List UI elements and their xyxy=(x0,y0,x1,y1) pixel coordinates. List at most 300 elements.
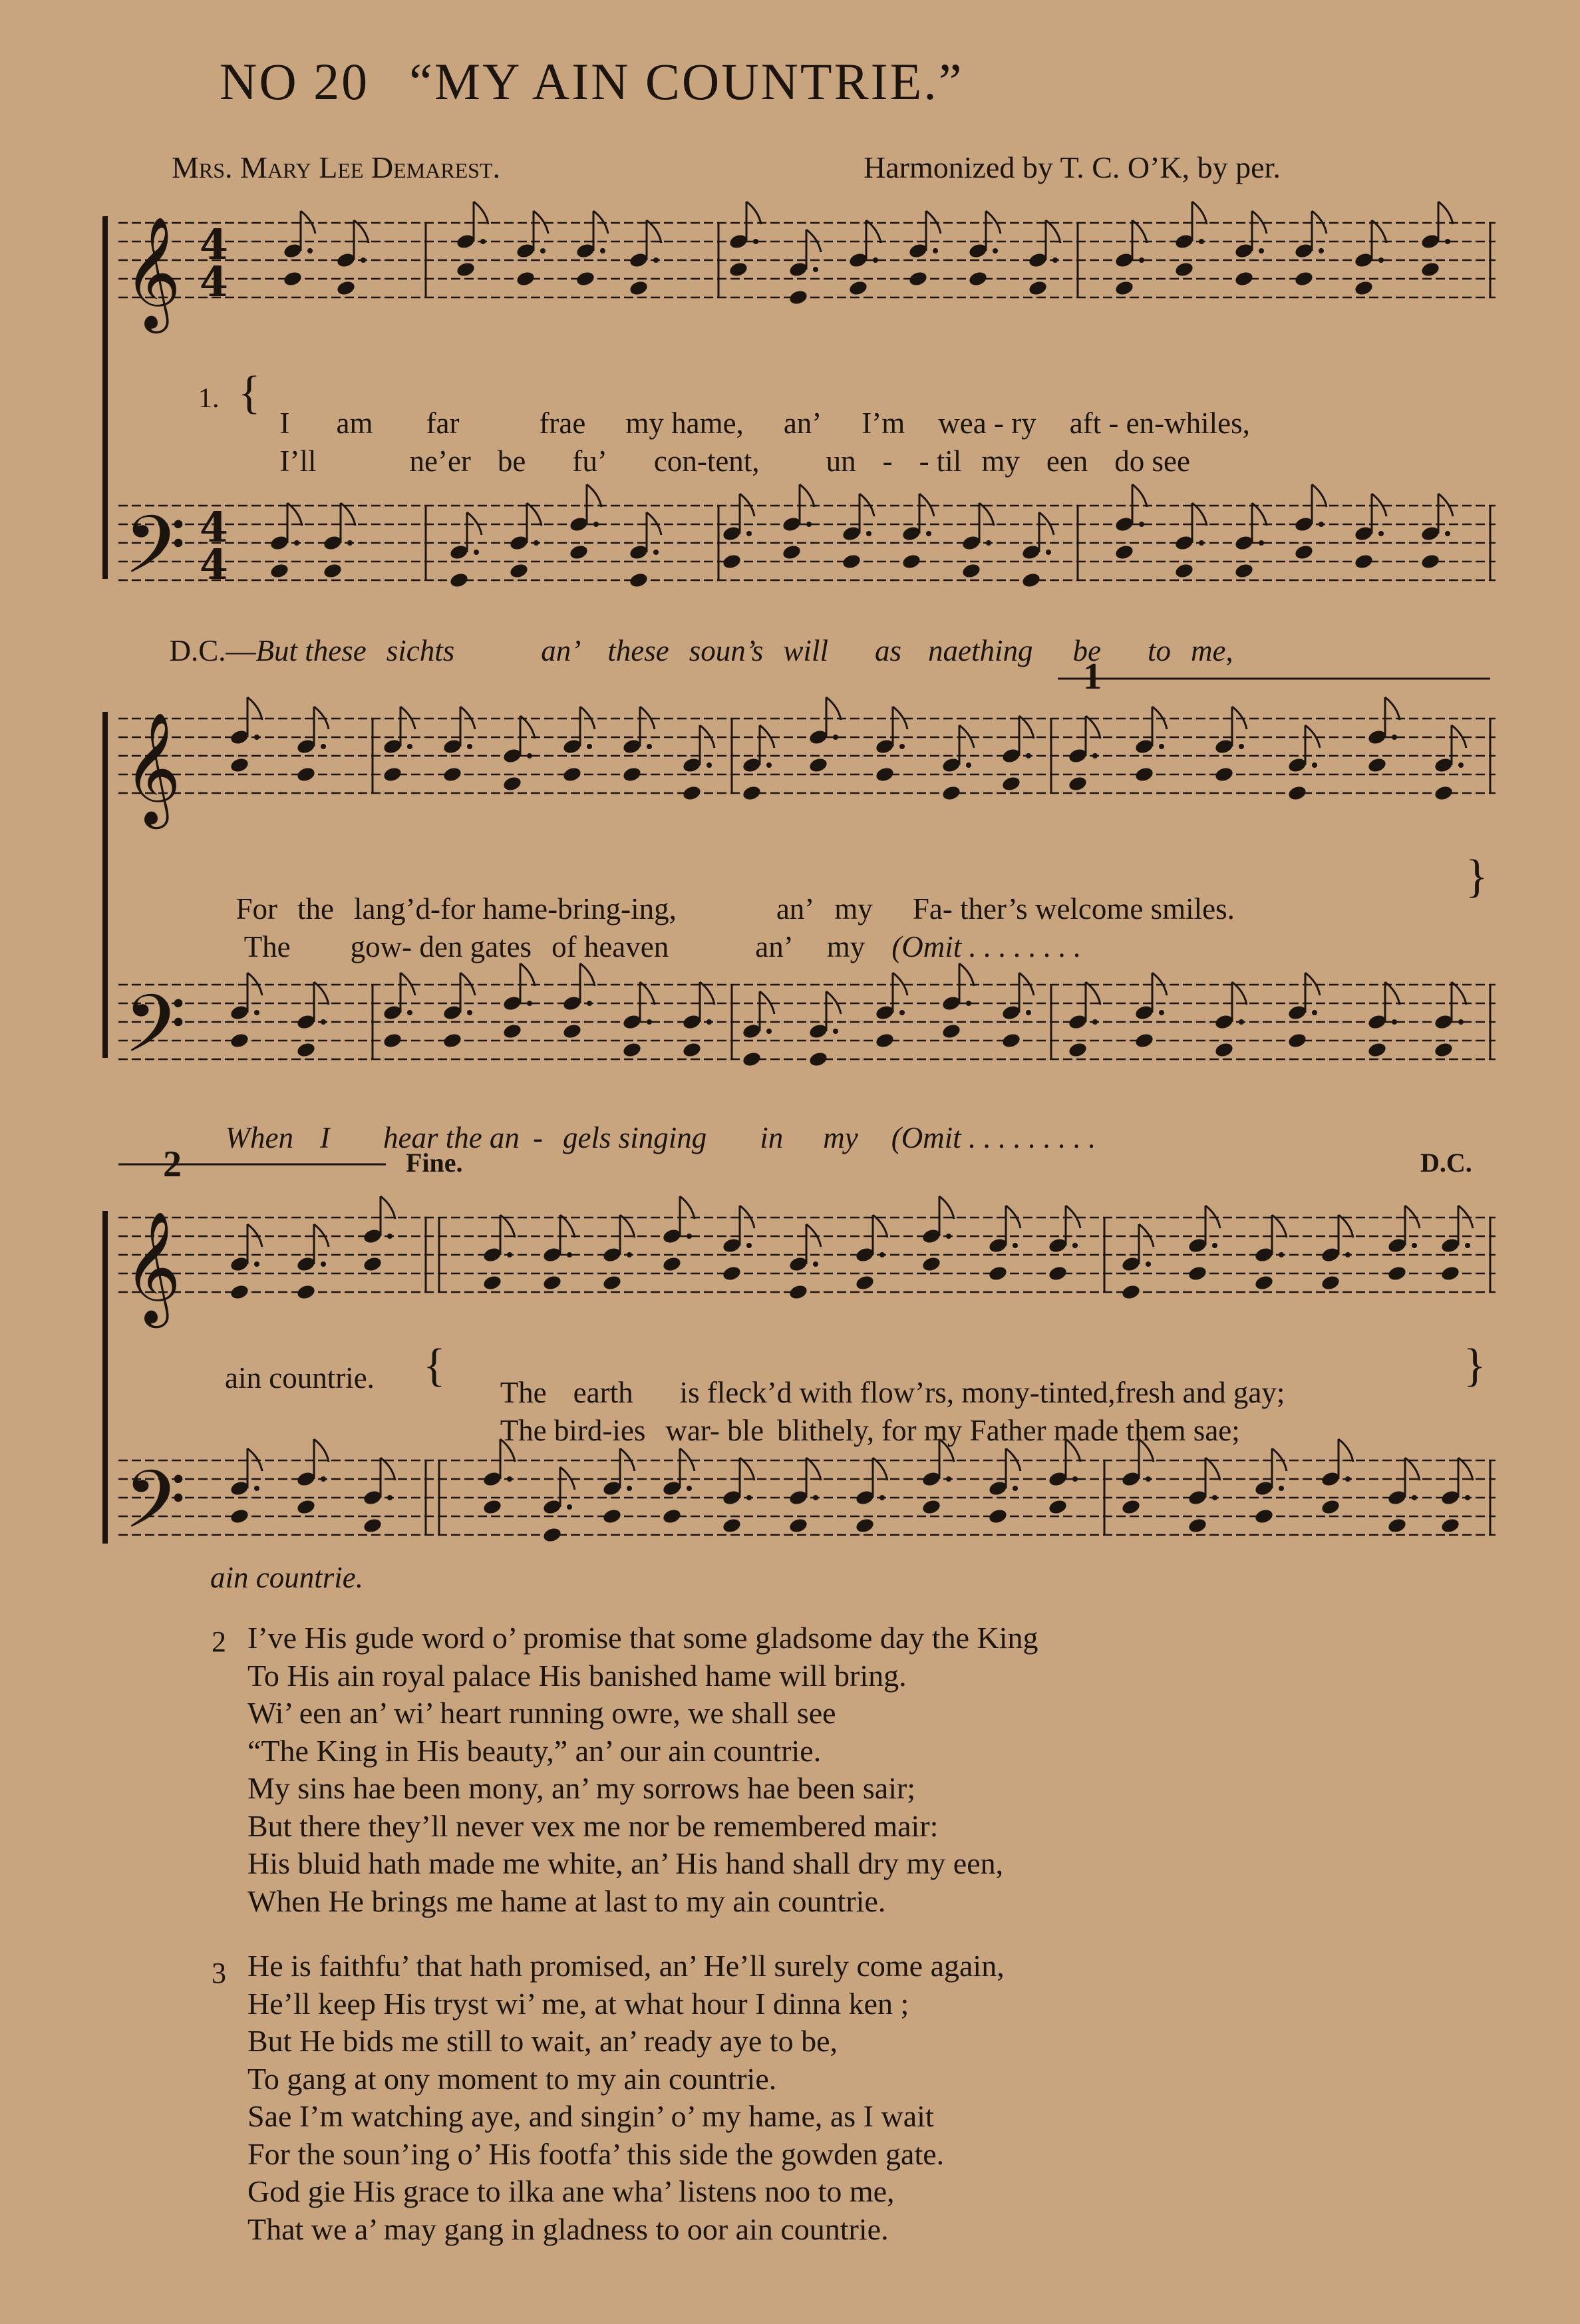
verse-line: My sins hae been mony, an’ my sorrows hae been sair; xyxy=(247,1771,916,1805)
lyric-word: will xyxy=(783,634,828,667)
lyric-word: my xyxy=(823,1121,858,1154)
note-head xyxy=(722,1517,742,1534)
note-head xyxy=(629,572,649,589)
lyric-word: me, xyxy=(1190,634,1233,667)
bass-clef: 𝄢 xyxy=(124,499,186,611)
lyric-word: (Omit . . . . . . . . xyxy=(891,930,1082,963)
dot xyxy=(899,744,905,749)
note-head xyxy=(1048,1265,1068,1282)
note-head xyxy=(1214,766,1235,783)
bass-clef: 𝄢 xyxy=(124,1454,186,1566)
dot xyxy=(254,735,259,740)
dot xyxy=(254,1261,259,1267)
lyric-word: wea - ry xyxy=(938,407,1036,440)
verse-line: But there they’ll never vex me nor be remembered mair: xyxy=(247,1808,939,1843)
note-flag xyxy=(520,963,535,986)
lyric-word: But these xyxy=(255,634,367,667)
note-head xyxy=(1387,1265,1408,1282)
dot xyxy=(321,1261,326,1267)
note-head xyxy=(296,1283,317,1301)
note-head xyxy=(1001,1032,1022,1049)
note-flag xyxy=(381,1196,395,1219)
dot xyxy=(753,239,758,244)
dot xyxy=(873,257,878,263)
note-head xyxy=(323,562,343,580)
note-head xyxy=(569,544,589,561)
note-flag xyxy=(1339,1439,1353,1462)
note-head xyxy=(575,270,596,287)
system2-lower-lyric xyxy=(210,1086,1096,1155)
dot xyxy=(687,1486,692,1491)
dot xyxy=(746,531,752,536)
lyric-word: an’ xyxy=(755,930,794,963)
arranger-credit: Harmonized by T. C. O’K, by per. xyxy=(864,150,1281,184)
lyric-word: - til xyxy=(919,444,962,478)
note-head xyxy=(1048,1498,1068,1516)
dot xyxy=(1392,735,1397,740)
note-head xyxy=(1214,1041,1235,1059)
dot xyxy=(1378,257,1384,263)
lyric-word: - xyxy=(532,1121,543,1154)
lyric-word: ne’er xyxy=(409,444,471,478)
note-head xyxy=(682,784,703,802)
dot xyxy=(587,744,592,749)
verse-line: For the soun’ing o’ His footfa’ this side the gowden gate. xyxy=(247,2136,945,2171)
note-head xyxy=(449,572,470,589)
dot xyxy=(1146,1476,1151,1482)
note-head xyxy=(722,1265,742,1282)
system3-lower-lyric: ain countrie. xyxy=(210,1561,363,1594)
dot xyxy=(254,1010,259,1015)
lyric-word: fu’ xyxy=(572,444,607,478)
lyric-word: an’ xyxy=(783,407,822,440)
note-head xyxy=(682,1041,703,1059)
dot xyxy=(1319,522,1324,527)
lyric-word: my xyxy=(981,444,1020,478)
lyric-word: soun’s xyxy=(689,634,764,667)
dot xyxy=(806,522,812,527)
note-head xyxy=(442,1032,463,1049)
note-head xyxy=(1321,1498,1341,1516)
dot xyxy=(1465,1495,1470,1500)
note-head xyxy=(1440,1265,1461,1282)
dot xyxy=(1046,550,1051,555)
dot xyxy=(1239,1019,1244,1025)
verse-line: To gang at ony moment to my ain countrie. xyxy=(247,2061,777,2096)
time-sig-top: 4 xyxy=(200,503,228,552)
note-flag xyxy=(680,1196,695,1219)
dot xyxy=(879,1252,885,1257)
dot xyxy=(467,744,472,749)
note-head xyxy=(988,1508,1009,1525)
note-head xyxy=(1001,775,1022,792)
note-head xyxy=(875,1032,895,1049)
refrain-line2 xyxy=(486,1379,1240,1448)
verse-2 xyxy=(247,1620,1038,1921)
note-head xyxy=(622,1041,643,1059)
dot xyxy=(933,248,938,253)
dot xyxy=(540,248,546,253)
dot xyxy=(1072,1243,1078,1248)
note-head xyxy=(1021,572,1042,589)
dot xyxy=(1146,1261,1151,1267)
note-flag xyxy=(587,484,601,507)
note-head xyxy=(283,270,303,287)
note-head xyxy=(509,562,530,580)
dot xyxy=(899,1010,905,1015)
note-head xyxy=(1068,1041,1088,1059)
note-head xyxy=(742,784,762,802)
note-head xyxy=(1234,270,1255,287)
lyric-word: naething xyxy=(927,634,1033,667)
system3-ending-lyric: ain countrie. xyxy=(225,1361,375,1395)
dot xyxy=(1159,1010,1164,1015)
verse-line: I’ve His gude word o’ promise that some gladsome day the King xyxy=(247,1621,1038,1655)
dot xyxy=(1445,531,1450,536)
second-ending-marker: 2 xyxy=(163,1144,182,1185)
system1-lyric-line2 xyxy=(265,409,1190,478)
note-head xyxy=(742,1051,762,1068)
dot xyxy=(387,1234,393,1239)
dot xyxy=(1072,1476,1078,1482)
dot xyxy=(474,550,479,555)
treble-clef: 𝄞 xyxy=(124,712,182,824)
note-head xyxy=(1354,553,1374,570)
dot xyxy=(1392,1019,1397,1025)
lyric-word: lang’d-for hame-bring-ing, xyxy=(354,892,677,925)
note-head xyxy=(336,279,357,297)
note-head xyxy=(941,1023,962,1040)
verse-line: Wi’ een an’ wi’ heart running owre, we shall see xyxy=(247,1696,836,1730)
verse-number: 3 xyxy=(212,1957,226,1989)
note-head xyxy=(296,766,317,783)
lyric-word: of heaven xyxy=(552,930,669,963)
treble-clef: 𝄞 xyxy=(124,216,182,329)
dot xyxy=(387,1495,393,1500)
verse-line: His bluid hath made me white, an’ His hand shall dry my een, xyxy=(247,1846,1004,1880)
dot xyxy=(813,267,818,272)
bass-clef: 𝄢 xyxy=(124,978,186,1090)
note-head xyxy=(1028,279,1048,297)
note-head xyxy=(230,1032,250,1049)
lyric-word: gow- den gates xyxy=(350,930,532,963)
note-head xyxy=(230,1283,250,1301)
lyric-brace: { xyxy=(423,1340,446,1391)
dot xyxy=(527,753,532,758)
lyric-word: an’ xyxy=(541,634,581,667)
dot xyxy=(321,1019,326,1025)
dot xyxy=(567,1504,572,1510)
dot xyxy=(813,1261,818,1267)
dc-marking: D.C. xyxy=(1420,1148,1472,1178)
note-head xyxy=(482,1274,503,1291)
note-head xyxy=(562,1023,583,1040)
lyric-word: The xyxy=(243,930,291,963)
note-head xyxy=(1174,562,1195,580)
note-head xyxy=(1294,544,1315,561)
dot xyxy=(1092,753,1098,758)
note-head xyxy=(363,1255,383,1273)
dot xyxy=(567,1252,572,1257)
dot xyxy=(1312,762,1317,768)
lyric-word: hear the an xyxy=(383,1121,520,1154)
note-head xyxy=(1174,261,1195,278)
note-flag xyxy=(959,963,974,986)
lyric-word: earth xyxy=(573,1376,633,1409)
lyric-word: D.C.— xyxy=(169,634,256,667)
note-head xyxy=(1434,784,1454,802)
note-head xyxy=(988,1265,1009,1282)
dot xyxy=(866,531,871,536)
verse-line: He is faithfu’ that hath promised, an’ He’ll surely come again, xyxy=(247,1949,1005,1983)
dot xyxy=(1092,1019,1098,1025)
verse-number: 2 xyxy=(212,1625,226,1658)
note-flag xyxy=(314,1439,329,1462)
dot xyxy=(1319,248,1324,253)
note-head xyxy=(269,562,290,580)
dot xyxy=(926,531,931,536)
dot xyxy=(647,744,652,749)
lyric-brace: } xyxy=(1466,851,1488,902)
note-head xyxy=(1134,1032,1155,1049)
dot xyxy=(254,1486,259,1491)
dot xyxy=(407,744,412,749)
lyric-word: gels singing xyxy=(562,1121,707,1154)
note-head xyxy=(1420,261,1441,278)
dot xyxy=(647,1019,652,1025)
note-head xyxy=(921,1498,942,1516)
lyric-word: When xyxy=(225,1121,293,1154)
lyric-word: am xyxy=(336,407,373,440)
dot xyxy=(407,1010,412,1015)
lyric-word: frae xyxy=(539,407,586,440)
dot xyxy=(1239,744,1244,749)
note-flag xyxy=(939,1196,954,1219)
dot xyxy=(1026,753,1031,758)
note-flag xyxy=(247,697,262,720)
note-flag xyxy=(1192,202,1207,224)
dot xyxy=(653,257,659,263)
note-head xyxy=(728,261,749,278)
note-head xyxy=(921,1255,942,1273)
note-flag xyxy=(474,202,488,224)
dot xyxy=(507,1476,512,1482)
dot xyxy=(687,1234,692,1239)
lyric-word: my xyxy=(826,930,866,963)
hymn-number: NO 20 xyxy=(220,53,370,110)
note-head xyxy=(1134,766,1155,783)
note-head xyxy=(788,1517,809,1534)
dot xyxy=(966,762,971,768)
note-head xyxy=(456,261,476,278)
note-head xyxy=(941,784,962,802)
verse-line: “The King in His beauty,” an’ our ain countrie. xyxy=(247,1733,822,1768)
dot xyxy=(746,1495,752,1500)
dot xyxy=(347,540,353,546)
note-head xyxy=(602,1274,623,1291)
note-head xyxy=(230,1508,250,1525)
note-head xyxy=(1321,1274,1341,1291)
dot xyxy=(294,540,299,546)
lyric-word: the xyxy=(297,892,334,925)
note-head xyxy=(1187,1265,1208,1282)
lyric-word: un xyxy=(826,444,856,478)
dot xyxy=(1199,239,1204,244)
verse-3 xyxy=(247,1948,1005,2249)
lyric-word: an’ xyxy=(776,892,815,925)
dot xyxy=(307,248,313,253)
lyric-word: blithely, for my Father made them sae; xyxy=(777,1414,1240,1447)
note-flag xyxy=(1132,484,1147,507)
dot xyxy=(1458,762,1464,768)
dot xyxy=(1345,1476,1350,1482)
dot xyxy=(1378,531,1384,536)
dot xyxy=(986,540,991,546)
lyric-word: my xyxy=(834,892,873,925)
verse-line: God gie His grace to ilka ane wha’ listens noo to me, xyxy=(247,2174,895,2208)
note-head xyxy=(542,1526,563,1544)
dot xyxy=(707,762,712,768)
note-head xyxy=(908,270,929,287)
verse-label: 1. xyxy=(198,383,220,414)
lyric-word: aft - en-whiles, xyxy=(1069,407,1250,440)
note-head xyxy=(383,766,403,783)
note-head xyxy=(602,1508,623,1525)
note-head xyxy=(788,289,809,306)
fine-marking: Fine. xyxy=(406,1148,463,1178)
note-head xyxy=(482,1498,503,1516)
hymn-title xyxy=(220,52,963,112)
hymn-title-text: “MY AIN COUNTRIE.” xyxy=(409,53,964,110)
dot xyxy=(966,1001,971,1006)
lyric-brace: { xyxy=(238,367,261,418)
lyric-word: I’m xyxy=(862,407,905,440)
time-sig-top: 4 xyxy=(200,220,228,269)
note-head xyxy=(788,1283,809,1301)
note-head xyxy=(502,775,523,792)
note-head xyxy=(808,1051,829,1068)
note-head xyxy=(562,766,583,783)
note-flag xyxy=(1385,697,1400,720)
author-credit: Mrs. Mary Lee Demarest. xyxy=(172,150,500,184)
note-head xyxy=(662,1508,683,1525)
lyric-word: as xyxy=(874,634,901,667)
verse-line: He’ll keep His tryst wi’ me, at what hour I dinna ken ; xyxy=(247,1986,909,2021)
dot xyxy=(1279,1486,1284,1491)
dot xyxy=(527,1001,532,1006)
note-head xyxy=(961,562,982,580)
dot xyxy=(1458,1019,1464,1025)
note-head xyxy=(363,1517,383,1534)
dot xyxy=(1345,1252,1350,1257)
note-flag xyxy=(746,202,761,224)
treble-clef: 𝄞 xyxy=(124,1211,182,1323)
dot xyxy=(1013,1243,1018,1248)
lyric-word: con-tent, xyxy=(653,444,760,478)
dot xyxy=(480,239,486,244)
note-head xyxy=(502,1023,523,1040)
dot xyxy=(507,1252,512,1257)
lyric-word: een xyxy=(1046,444,1088,478)
note-head xyxy=(1121,1498,1142,1516)
note-head xyxy=(855,1274,875,1291)
dot xyxy=(1026,1010,1031,1015)
time-sig-bottom: 4 xyxy=(200,540,228,589)
lyric-word: sichts xyxy=(386,634,455,667)
note-head xyxy=(296,1498,317,1516)
dot xyxy=(1159,744,1164,749)
lyric-word: be xyxy=(1072,634,1101,667)
lyric-word: The bird-ies xyxy=(500,1414,646,1447)
verse-line: Sae I’m watching aye, and singin’ o’ my hame, as I wait xyxy=(247,2099,934,2133)
dot xyxy=(321,744,326,749)
note-head xyxy=(722,553,742,570)
note-head xyxy=(875,766,895,783)
note-head xyxy=(1254,1508,1275,1525)
lyric-word: - xyxy=(882,444,893,478)
first-ending-marker: 1 xyxy=(1083,656,1102,697)
dot xyxy=(467,1010,472,1015)
note-head xyxy=(808,756,829,774)
dot xyxy=(1312,1010,1317,1015)
dot xyxy=(1212,1243,1217,1248)
note-head xyxy=(901,553,922,570)
note-head xyxy=(1287,1032,1308,1049)
dot xyxy=(766,1029,772,1034)
time-sig-bottom: 4 xyxy=(200,257,228,306)
lyric-word: I xyxy=(279,407,290,440)
dot xyxy=(1259,248,1264,253)
note-head xyxy=(842,553,862,570)
lyric-word: is fleck’d with flow’rs, mony-tinted,fresh and gay; xyxy=(679,1376,1285,1409)
dot xyxy=(321,1476,326,1482)
note-head xyxy=(1294,270,1315,287)
verse-line: That we a’ may gang in gladness to oor ain countrie. xyxy=(247,2212,889,2246)
note-head xyxy=(1420,553,1441,570)
dot xyxy=(1139,522,1144,527)
dot xyxy=(946,1234,951,1239)
note-head xyxy=(622,766,643,783)
dot xyxy=(879,1495,885,1500)
dot xyxy=(587,1001,592,1006)
note-head xyxy=(383,1032,403,1049)
system2-lyric-line2 xyxy=(230,895,1081,964)
dot xyxy=(766,762,772,768)
lyric-word: my hame, xyxy=(625,407,744,440)
dot xyxy=(627,1486,632,1491)
note-head xyxy=(1234,562,1255,580)
note-head xyxy=(1287,784,1308,802)
note-head xyxy=(1121,1283,1142,1301)
note-head xyxy=(1114,544,1135,561)
lyric-word: The xyxy=(500,1376,547,1409)
dot xyxy=(833,735,838,740)
lyric-word: I’ll xyxy=(279,444,317,478)
dot xyxy=(707,1019,712,1025)
note-flag xyxy=(1438,202,1453,224)
dot xyxy=(993,248,998,253)
dot xyxy=(1199,540,1204,546)
lyric-word: I xyxy=(319,1121,330,1154)
note-head xyxy=(296,1041,317,1059)
note-head xyxy=(1254,1274,1275,1291)
dot xyxy=(593,522,599,527)
note-head xyxy=(542,1274,563,1291)
dot xyxy=(1052,257,1058,263)
note-head xyxy=(1367,1041,1388,1059)
dot xyxy=(1412,1243,1417,1248)
dot xyxy=(653,550,659,555)
